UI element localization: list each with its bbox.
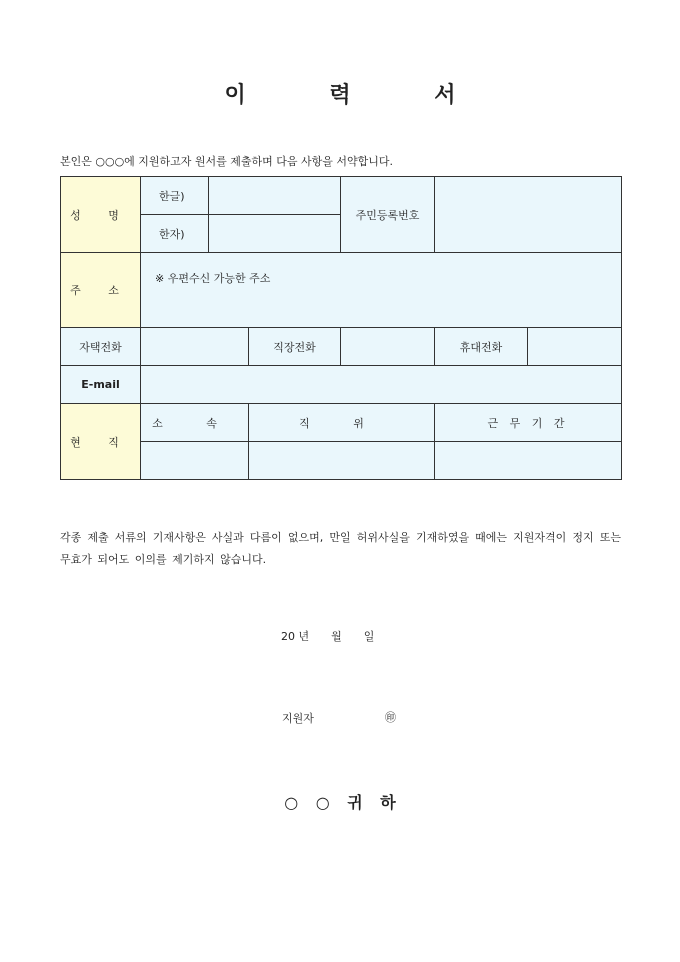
hangul-label: 한글)	[141, 177, 209, 215]
hanja-label: 한자)	[141, 215, 209, 253]
addressee: ○ ○ 귀 하	[284, 793, 402, 812]
mobile-label: 휴대전화	[435, 328, 528, 366]
work-phone-field[interactable]	[341, 328, 435, 366]
home-phone-field[interactable]	[141, 328, 249, 366]
resident-no-field[interactable]	[435, 177, 622, 253]
current-job-label: 현 직	[61, 404, 141, 480]
address-note: ※ 우편수신 가능한 주소	[155, 272, 271, 285]
home-phone-label: 자택전화	[61, 328, 141, 366]
period-label: 근 무 기 간	[435, 404, 622, 442]
affiliation-field[interactable]	[141, 442, 249, 480]
address-field[interactable]	[141, 253, 622, 328]
email-field[interactable]	[141, 366, 622, 404]
hangul-name-field[interactable]	[209, 177, 341, 215]
seal-icon: ㊞	[385, 711, 396, 724]
statement-text: 각종 제출 서류의 기재사항은 사실과 다름이 없으며, 만일 허위사실을 기재하였을 때에는 지원자격이 정지 또는 무효가 되어도 이의를 제기하지 않습니다.	[60, 531, 621, 566]
resume-form-table	[60, 176, 622, 480]
period-field[interactable]	[435, 442, 622, 480]
date-line	[281, 628, 396, 644]
date-day: 일	[363, 630, 375, 643]
affiliation-label: 소 속	[141, 404, 249, 442]
date-month: 월	[331, 630, 342, 643]
date-year: 20 년	[281, 630, 310, 643]
applicant-label: 지원자	[282, 712, 314, 725]
email-label: E-mail	[61, 366, 141, 404]
resident-no-label: 주민등록번호	[341, 177, 435, 253]
position-label: 직 위	[249, 404, 435, 442]
position-field[interactable]	[249, 442, 435, 480]
intro-text: 본인은 ○○○에 지원하고자 원서를 제출하며 다음 사항을 서약합니다.	[60, 155, 394, 168]
work-phone-label: 직장전화	[249, 328, 341, 366]
mobile-field[interactable]	[528, 328, 622, 366]
document-title: 이 력 서	[224, 83, 494, 108]
hanja-name-field[interactable]	[209, 215, 341, 253]
name-label: 성 명	[61, 177, 141, 253]
address-label: 주 소	[61, 253, 141, 328]
